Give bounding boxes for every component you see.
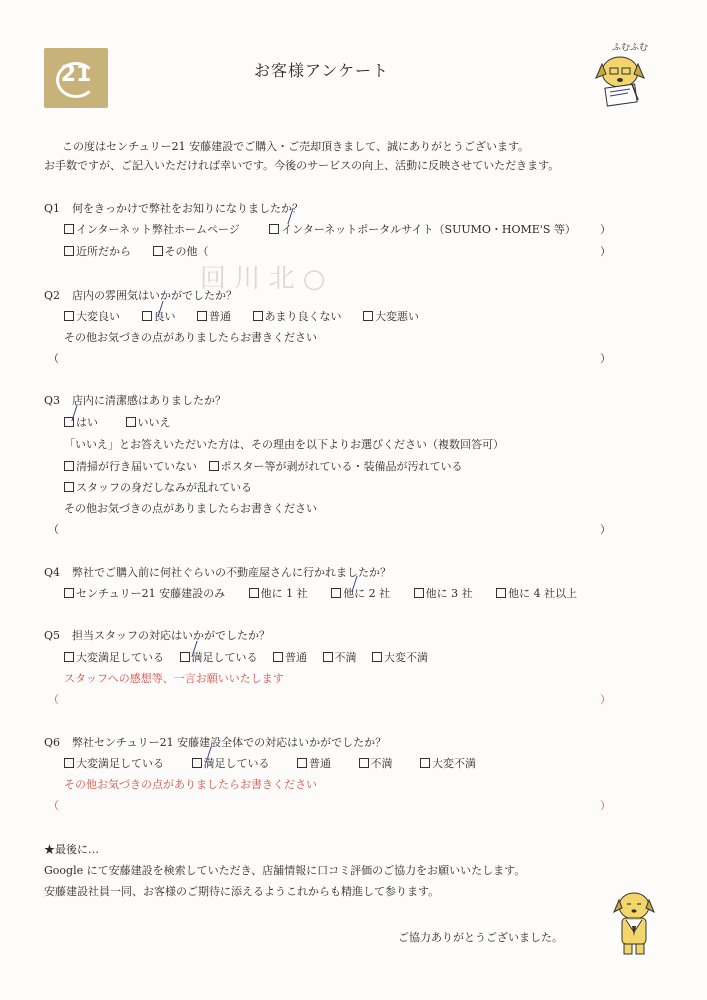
checkbox-icon[interactable]	[64, 482, 74, 492]
closing-line-1: Google にて安藤建設を検索していただき、店舗情報に口コミ評価のご協力をお願いいたします。	[44, 864, 526, 877]
q1-option-nearby[interactable]: 近所だから	[64, 243, 131, 259]
q2-option-1[interactable]: 良い	[142, 308, 176, 324]
q2-open-paren: （	[48, 352, 59, 365]
q2-option-2[interactable]: 普通	[197, 308, 231, 324]
q5-option-2[interactable]: 普通	[273, 649, 307, 665]
checkbox-icon[interactable]	[414, 588, 424, 598]
q1-number: Q1	[44, 202, 61, 215]
q3-text: 店内に清潔感はありましたか？	[72, 394, 226, 407]
q4-text: 弊社でご購入前に何社ぐらいの不動産屋さんに行かれましたか？	[72, 566, 391, 579]
q2-text: 店内の雰囲気はいかがでしたか？	[72, 289, 237, 302]
q6-option-3[interactable]: 不満	[359, 755, 393, 771]
checkbox-icon[interactable]	[64, 311, 74, 321]
q5-option-4[interactable]: 大変不満	[372, 649, 428, 665]
q3-option-no[interactable]: いいえ	[126, 414, 171, 430]
checkbox-icon[interactable]	[153, 246, 163, 256]
q5-text: 担当スタッフの対応はいかがでしたか？	[72, 629, 270, 642]
checkbox-icon[interactable]	[64, 224, 74, 234]
q4-number: Q4	[44, 566, 61, 579]
checkbox-icon[interactable]	[372, 652, 382, 662]
q5-question	[44, 627, 270, 643]
checkbox-icon[interactable]	[249, 588, 259, 598]
q3-option-yes[interactable]: はい	[64, 414, 98, 430]
intro-line-1: この度はセンチュリー21 安藤建設でご購入・ご売却頂きまして、誠にありがとうございます。	[62, 140, 530, 153]
q2-question	[44, 287, 237, 303]
q5-number: Q5	[44, 629, 61, 642]
q6-option-4[interactable]: 大変不満	[420, 755, 476, 771]
q3-reasons-row2	[64, 479, 270, 495]
q4-option-1[interactable]: 他に 1 社	[249, 585, 308, 601]
q1-handwritten-faint: 回 川 北 ○	[200, 264, 326, 294]
q5-options	[64, 649, 428, 665]
q4-option-3[interactable]: 他に 3 社	[414, 585, 473, 601]
q1-option-portal[interactable]: インターネットポータルサイト（SUUMO・HOME'S 等）	[269, 221, 576, 237]
q1-options-row1	[64, 221, 594, 237]
checkbox-icon[interactable]	[323, 652, 333, 662]
q4-option-0[interactable]: センチュリー21 安藤建設のみ	[64, 585, 225, 601]
checkbox-icon[interactable]	[64, 461, 74, 471]
q5-note: スタッフへの感想等、一言お願いいたします	[64, 672, 284, 685]
q6-text: 弊社センチュリー21 安藤建設全体での対応はいかがでしたか？	[72, 736, 387, 749]
checkbox-icon[interactable]	[269, 224, 279, 234]
checkbox-icon[interactable]	[197, 311, 207, 321]
intro-line-2: お手数ですが、ご記入いただければ幸いです。今後のサービスの向上、活動に反映させていただきます。	[44, 159, 560, 172]
checkbox-icon[interactable]	[64, 588, 74, 598]
checkbox-icon[interactable]	[64, 652, 74, 662]
checkbox-icon[interactable]	[363, 311, 373, 321]
checkbox-icon[interactable]	[297, 758, 307, 768]
q5-open-paren: （	[48, 693, 59, 706]
q3-followup: 「いいえ」とお答えいただいた方は、その理由を以下よりお選びください（複数回答可）	[64, 438, 504, 451]
q4-options	[64, 585, 577, 601]
checkbox-icon[interactable]	[64, 758, 74, 768]
q6-open-paren: （	[48, 799, 59, 812]
q1-close-paren-2: ）	[600, 245, 611, 258]
closing-heading: ★最後に…	[44, 843, 99, 856]
q1-text: 何をきっかけで弊社をお知りになりましたか？	[72, 202, 303, 215]
checkbox-icon[interactable]	[64, 246, 74, 256]
q2-option-3[interactable]: あまり良くない	[253, 308, 342, 324]
q1-option-homepage[interactable]: インターネット弊社ホームページ	[64, 221, 240, 237]
q1-close-paren-1: ）	[600, 223, 611, 236]
q6-option-2[interactable]: 普通	[297, 755, 331, 771]
q3-options	[64, 414, 189, 430]
checkbox-icon[interactable]	[496, 588, 506, 598]
q3-open-paren: （	[48, 523, 59, 536]
q6-question	[44, 734, 386, 750]
q1-option-other[interactable]: その他（	[153, 243, 209, 259]
q6-options	[64, 755, 476, 771]
q3-number: Q3	[44, 394, 61, 407]
checkbox-icon[interactable]	[359, 758, 369, 768]
q1-options-row2	[64, 243, 227, 259]
q6-close-paren: ）	[600, 799, 611, 812]
q2-number: Q2	[44, 289, 61, 302]
closing-thanks: ご協力ありがとうございました。	[398, 931, 563, 944]
q6-number: Q6	[44, 736, 61, 749]
checkbox-icon[interactable]	[273, 652, 283, 662]
q2-close-paren: ）	[600, 352, 611, 365]
closing-line-2: 安藤建設社員一同、お客様のご期待に添えるようこれからも精進して参ります。	[44, 885, 440, 898]
q2-options	[64, 308, 437, 324]
q5-option-1[interactable]: 満足している	[180, 649, 258, 665]
page-title: お客様アンケート	[254, 61, 390, 80]
mascot-bowing-icon	[608, 886, 660, 958]
logo-text: 21	[60, 62, 92, 87]
q6-note: その他お気づきの点がありましたらお書きください	[64, 778, 317, 791]
mascot-caption: ふむふむ	[612, 43, 649, 53]
checkbox-icon[interactable]	[331, 588, 341, 598]
q3-close-paren: ）	[600, 523, 611, 536]
q5-option-3[interactable]: 不満	[323, 649, 357, 665]
checkbox-icon[interactable]	[420, 758, 430, 768]
q5-close-paren: ）	[600, 693, 611, 706]
checkbox-icon[interactable]	[209, 461, 219, 471]
q2-option-4[interactable]: 大変悪い	[363, 308, 419, 324]
century21-logo	[44, 48, 108, 108]
q3-reason-posters[interactable]: ポスター等が剥がれている・装備品が汚れている	[209, 458, 463, 474]
q2-option-0[interactable]: 大変良い	[64, 308, 120, 324]
q3-reasons-row1	[64, 458, 481, 474]
q3-reason-staff[interactable]: スタッフの身だしなみが乱れている	[64, 479, 252, 495]
mascot-reading-icon	[588, 40, 660, 106]
q3-note: その他お気づきの点がありましたらお書きください	[64, 502, 317, 515]
q3-reason-cleaning[interactable]: 清掃が行き届いていない	[64, 458, 197, 474]
q6-option-0[interactable]: 大変満足している	[64, 755, 164, 771]
q2-note: その他お気づきの点がありましたらお書きください	[64, 331, 317, 344]
checkbox-icon[interactable]	[253, 311, 263, 321]
q6-option-1[interactable]: 満足している	[192, 755, 270, 771]
q4-option-2[interactable]: 他に 2 社	[331, 585, 390, 601]
q4-option-4[interactable]: 他に 4 社以上	[496, 585, 577, 601]
q4-question	[44, 564, 391, 580]
checkbox-icon[interactable]	[126, 417, 136, 427]
q5-option-0[interactable]: 大変満足している	[64, 649, 164, 665]
q1-question	[44, 200, 303, 216]
